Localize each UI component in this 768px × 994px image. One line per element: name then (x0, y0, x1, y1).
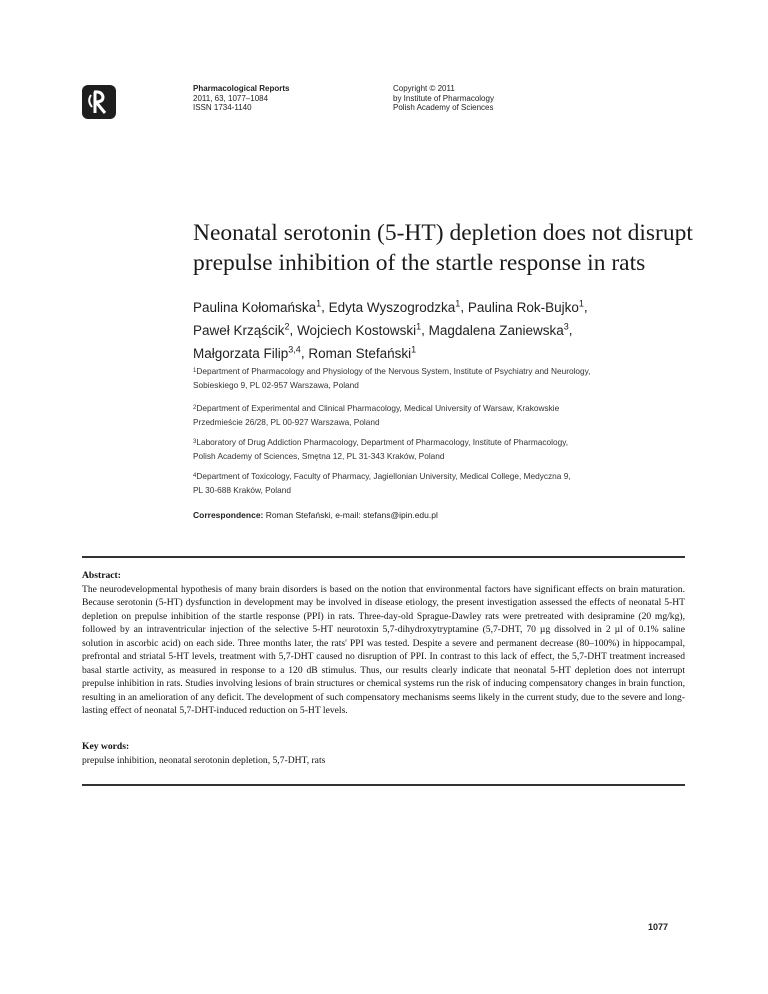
author: Paweł Krząścik$^2$ (193, 321, 290, 338)
author: Edyta Wyszogrodzka$^1$ (328, 298, 461, 315)
author: Paulina Rok-Bujko$^1$ (467, 298, 584, 315)
affiliation: $^2$Department of Experimental and Clinical Pharmacology, Medical University of Warsaw, Krakowskie Przedmieście 26/28, PL 00-927 Warszawa, Poland (193, 403, 560, 427)
journal-name: Pharmacological Reports (193, 84, 290, 93)
abstract-text: The neurodevelopmental hypothesis of many brain disorders is based on the notion that environmental factors have significant effects on brain maturation. Because serotonin (5-HT) dysfunction in development may be involved in disease etiology, the present investigation assessed the effects of neonatal 5-HT depletion on prepulse inhibition of the startle response (PPI) in rats. Three-day-old Sprague-Dawley rats were pretreated with desipramine (20 mg/kg), followed by an intraventricular injection of the selective 5-HT neurotoxin 5,7-dihydroxytryptamine (5,7-DHT, 70 µg dissolved in 2 µl of 0.1% saline solution in ascorbic acid) on each side. Three months later, the rats' PPI was tested. Despite a severe and permanent decrease (80–100%) in hippocampal, prefrontal and striatal 5-HT levels, treatment with 5,7-DHT caused no disruption of PPI. In contrast to this lack of effect, the 5,7-DHT treatment increased basal startle activity, as measured in response to a 120 dB stimulus. Thus, our results clearly indicate that neonatal 5-HT depletion does not interrupt prepulse inhibition in rats. Studies involving lesions of brain structures or chemical systems run the risk of inducing compensatory changes in brain function, resulting in an amelioration of any deficit. The development of such compensatory mechanisms seems likely in the current study, due to the severe and long-lasting effect of neonatal 5,7-DHT-induced reduction on 5-HT levels. (82, 583, 685, 716)
author: Wojciech Kostowski$^1$ (297, 321, 422, 338)
copyright-line: Polish Academy of Sciences (393, 103, 494, 112)
publisher-logo (82, 85, 116, 119)
keywords (82, 740, 685, 767)
journal-issue: 2011, 63, 1077–1084 (193, 93, 269, 103)
page-number: 1077 (648, 922, 669, 932)
divider (82, 784, 685, 786)
author: Małgorzata Filip$^{3,4}$ (193, 344, 301, 361)
author: Magdalena Zaniewska$^3$ (428, 321, 569, 338)
divider (82, 556, 685, 558)
author: Paulina Kołomańska$^1$ (193, 298, 322, 315)
keywords-text: prepulse inhibition, neonatal serotonin depletion, 5,7-DHT, rats (82, 754, 326, 766)
keywords-heading: Key words: (82, 741, 130, 752)
author-list: Paulina Kołomańska$^1$, Edyta Wyszogrodzka$^1$, Paulina Rok-Bujko$^1$, Paweł Krząścik$^2$, Wojciech Kostowski$^1$, Magdalena Zaniewska$^3$, Małgorzata Filip$^{3,4}$, Roman Stefański$^1$ (193, 298, 588, 361)
correspondence-label: Correspondence: (193, 510, 264, 520)
copyright-info (393, 84, 494, 113)
abstract (82, 569, 685, 718)
title-line: prepulse inhibition of the startle response in rats (193, 250, 646, 276)
journal-info (193, 84, 289, 113)
copyright-line: by Institute of Pharmacology (393, 93, 494, 103)
affiliation: $^4$Department of Toxicology, Faculty of Pharmacy, Jagiellonian University, Medical College, Medyczna 9, PL 30-688 Kraków, Poland (193, 471, 571, 495)
journal-issn: ISSN 1734-1140 (193, 103, 252, 112)
affiliation: $^1$Department of Pharmacology and Physiology of the Nervous System, Institute of Psychiatry and Neurology, Sobieskiego 9, PL 02-957 Warszawa, Poland (193, 366, 591, 390)
correspondence-email: Roman Stefański, e-mail: stefans@ipin.edu.pl (265, 510, 438, 520)
author: Roman Stefański$^1$ (308, 344, 417, 361)
abstract-heading: Abstract: (82, 570, 121, 581)
affiliation: $^3$Laboratory of Drug Addiction Pharmacology, Department of Pharmacology, Institute of Pharmacology, Polish Academy of Sciences, Smętna 12, PL 31-343 Kraków, Poland (193, 437, 569, 461)
copyright-line: Copyright © 2011 (393, 84, 455, 93)
article-title (193, 218, 713, 278)
title-line: Neonatal serotonin (5-HT) depletion does not disrupt (193, 220, 693, 246)
correspondence (193, 510, 438, 520)
